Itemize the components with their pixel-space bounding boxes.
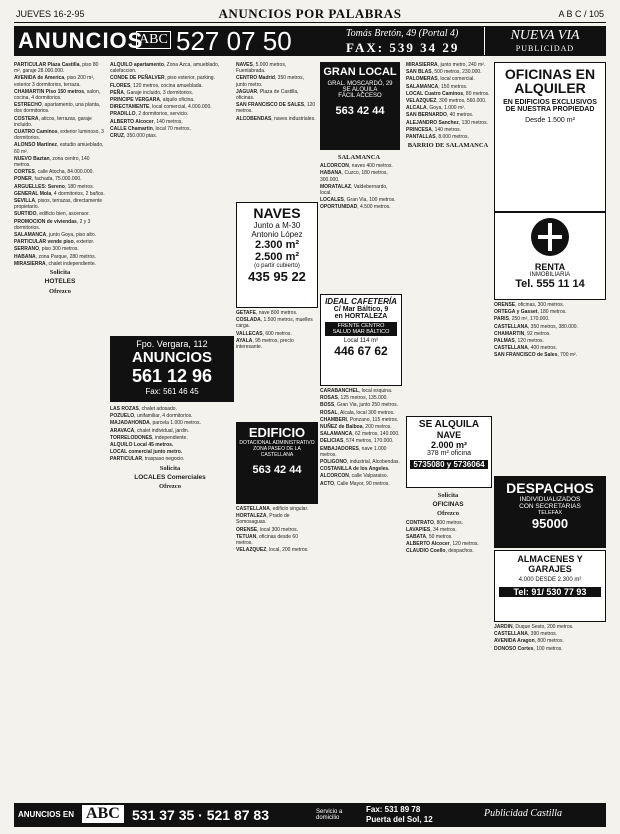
ad-cafeteria-line4: SALUD MAR BÁLTICO xyxy=(332,329,390,335)
ad-cafeteria-line1: C/ Mar Báltico, 9 xyxy=(333,306,389,313)
column-5-top xyxy=(406,62,490,422)
ad-gran-local-title: GRAN LOCAL xyxy=(323,66,397,78)
ad-despachos xyxy=(494,476,606,548)
listing-item: ALCORCON, calle Valparaiso. xyxy=(320,473,388,480)
agency-sub: PUBLICIDAD xyxy=(515,44,575,53)
listing-item: DELICIAS, 574 metros, 170.000. xyxy=(320,438,394,445)
page-header xyxy=(14,6,606,23)
ad-edificio-line2: ZONA PASEO DE LA CASTELLANA xyxy=(253,446,301,458)
listing-item: SALAMANCA, 150 metros. xyxy=(406,83,468,90)
listing-item: CHAMARTIN Piso 150 metros, salon, cocina, 4 dormitorios. xyxy=(14,88,101,102)
listing-item: HABANA, zona Parque, 280 metros. xyxy=(14,253,96,260)
listing-item: VELAZQUEZ, 300 metros, 560.000. xyxy=(406,98,487,105)
listing-item: TORRELODONES, independiente. xyxy=(110,434,188,441)
listing-item: ROSAS, 125 metros, 135.000. xyxy=(320,395,388,402)
listing-item: GETAFE, nave 800 metros. xyxy=(236,310,298,316)
ad-naves-phone: 435 95 22 xyxy=(248,269,306,284)
classifieds-banner xyxy=(14,26,606,56)
column-6b-listings xyxy=(494,624,604,652)
column-6-mid xyxy=(494,302,604,472)
ad-gran-local xyxy=(320,62,400,150)
listing-item: ORENSE, local 300 metros. xyxy=(236,526,298,533)
listing-item: CASTELLANA, 400 metros. xyxy=(494,345,558,352)
listing-item: MIRASIERRA, chalet independiente. xyxy=(14,260,96,267)
listing-item: PROMOCION de viviendas, 2 y 3 dormitorios. xyxy=(14,218,91,231)
listing-item: ALCORCON, naves 400 metros. xyxy=(320,163,393,170)
listing-item: SURTIDO, edificio bien, ascensor. xyxy=(14,211,90,218)
listing-item: MIRASIERRA, junto metro, 240 m². xyxy=(406,62,486,68)
listing-item: POLIGONO, industrial, Alcobendas. xyxy=(320,459,400,466)
ad-vergara xyxy=(110,336,234,402)
listing-item: ALEJANDRO Sanchez, 130 metros. xyxy=(406,119,488,126)
ad-almacenes-title: ALMACENES Y GARAJES xyxy=(517,554,583,574)
listing-item: PALMAS, 120 metros. xyxy=(494,338,544,345)
ad-se-alquila-line2: 2.000 m² xyxy=(430,440,468,450)
listing-item: ALCOBENDAS, naves industriales. xyxy=(236,115,316,122)
column-2-bottom xyxy=(110,406,230,796)
ad-gran-local-line1: GRAL. MOSCARDÓ, 29 xyxy=(327,81,393,87)
column-2b-listings xyxy=(110,406,230,463)
listing-item: PEÑA, Garaje incluido, 3 dormitorios. xyxy=(110,89,194,96)
ad-edificio-title: EDIFICIO xyxy=(248,425,306,440)
ad-cafeteria xyxy=(320,294,402,386)
column-4b-listings xyxy=(320,388,400,487)
section-solicita-3: Solicita xyxy=(437,492,459,499)
listing-item: CHAMARTIN, 92 metros. xyxy=(494,330,551,337)
section-hoteles: HOTELES xyxy=(44,278,76,286)
listing-item: HORTALEZA, Prado de Somosaguas. xyxy=(236,513,290,526)
ad-naves-line2: Antonio López xyxy=(251,230,303,239)
column-6-listings xyxy=(494,302,604,359)
listing-item: ARAVACA, chalet individual, jardin. xyxy=(110,427,190,434)
listing-item: PONER, fachada, 75.000.000. xyxy=(14,176,82,183)
listing-item: SAN FRANCISCO de Sales, 700 m². xyxy=(494,352,578,359)
ad-naves-line5: (o partir cubierto) xyxy=(254,263,300,269)
listing-item: CORTES, calle Atocha, 84.000.000. xyxy=(14,169,94,176)
listing-item: JARDIN, Duque Sesto, 200 metros. xyxy=(494,624,574,630)
column-3-listings xyxy=(236,62,316,122)
listing-item: VELAZQUEZ, local, 200 metros. xyxy=(236,547,309,554)
listing-item: CRUZ, 350.000 ptas. xyxy=(110,133,157,140)
footer-phones: 531 37 35 · 521 87 83 xyxy=(132,807,270,823)
ad-despachos-line3: TELEFAX xyxy=(537,510,563,516)
listing-item: SABATA, 50 metros. xyxy=(406,534,453,541)
section-ofrezco-3: Ofrezco xyxy=(437,510,459,518)
listing-item: TETUAN, oficinas desde 60 metros. xyxy=(236,533,298,547)
column-5-listings xyxy=(406,62,490,140)
listing-item: ALONSO Martinez, estudio amueblado, 60 m². xyxy=(14,142,104,155)
listing-item: SEVILLA, pisos, terrazas, directamente propietario. xyxy=(14,198,103,211)
listing-item: CENTRO Madrid, 350 metros, junto metro. xyxy=(236,75,305,88)
listing-item: ESTRECHO, apartamento, una planta, dos dormitorios. xyxy=(14,102,101,115)
listing-item: ALBERTO Alcocer, 120 metros. xyxy=(406,541,479,548)
listing-item: ALCALA, Goya, 1.000 m². xyxy=(406,105,466,112)
ad-almacenes-line1: 4.000 DESDE 2.300 m² xyxy=(518,577,582,583)
ad-se-alquila-line3: 378 m² oficina xyxy=(427,450,471,457)
column-3b-listings xyxy=(236,310,316,350)
ad-oficinas xyxy=(494,62,606,212)
ad-naves-line3: 2.300 m² xyxy=(254,239,300,251)
listing-item: MORATALAZ, Valdebernardo, local. xyxy=(320,183,388,197)
ad-se-alquila-title: SE ALQUILA xyxy=(418,419,480,430)
listing-item: ORTEGA y Gasset, 180 metros. xyxy=(494,309,567,316)
section-solicita: Solicita xyxy=(49,269,71,277)
ad-cafeteria-line3: FRENTE CENTRO xyxy=(337,323,385,329)
listing-item: BOSS, Gran Via, junto 250 metros. xyxy=(320,402,399,409)
ad-cafeteria-line2: en HORTALEZA xyxy=(334,313,388,320)
listing-item: NUÑEZ de Balboa, 200 metros. xyxy=(320,424,392,431)
listing-item: FLORES, 120 metros, cocina amueblada. xyxy=(110,82,203,89)
ad-edificio-line1: DOTACIONAL ADMINISTRATIVO xyxy=(239,440,315,446)
ad-renta-title: RENTA xyxy=(534,262,566,272)
ad-cafeteria-phone: 446 67 62 xyxy=(334,344,388,358)
listing-item: LOCAL comercial junto metro. xyxy=(110,449,183,456)
ad-despachos-price: 95000 xyxy=(531,516,569,531)
listing-item: HABANA, Cuzco, 180 metros, 300.000. xyxy=(320,170,388,183)
listing-item: ALQUILO Local 45 metros. xyxy=(110,442,174,449)
listing-item: NUEVO Baztan, zona centro, 140 metros. xyxy=(14,155,90,169)
ad-despachos-line2: CON SECRETARIAS xyxy=(519,503,581,510)
listing-item: PARTICULAR vende piso, exterior. xyxy=(14,239,95,246)
column-4-listings xyxy=(320,163,398,210)
listing-item: SALAMANCA, 62 metros, 140.000. xyxy=(320,431,400,438)
column-1 xyxy=(14,62,106,797)
footer-address: Puerta del Sol, 12 xyxy=(366,815,433,824)
ad-oficinas-line2: Desde 1.500 m² xyxy=(525,117,575,124)
ad-se-alquila-phone: 5735080 y 5736064 xyxy=(410,460,488,469)
listing-item: CLAUDIO Coello, despachos. xyxy=(406,548,474,555)
section-ofrezco-2: Ofrezco xyxy=(159,483,181,491)
column-1-listings xyxy=(14,62,106,267)
listing-item: CALLE Chamartin, local 70 metros. xyxy=(110,125,191,132)
ad-renta-phone: Tel. 555 11 14 xyxy=(515,278,585,290)
listing-item: COSLADA, 1.500 metros, muelles carga. xyxy=(236,317,313,330)
column-3-top xyxy=(236,62,316,192)
listing-item: PARTICULAR Plaza Castilla, piso 80 m², garaje 28.000.000. xyxy=(14,62,99,75)
ad-renta-line1: INMOBILIARIA xyxy=(529,272,571,278)
ad-cafeteria-line5: Local 114 m² xyxy=(343,338,379,344)
section-salamanca: SALAMANCA xyxy=(337,154,381,161)
listing-item: LAS ROZAS, chalet adosado. xyxy=(110,406,177,412)
ad-vergara-fax: Fax: 561 46 45 xyxy=(145,387,199,396)
footer-service: Servicio a domicilio xyxy=(316,809,343,821)
listing-item: ORENSE, oficinas, 300 metros. xyxy=(494,302,565,308)
listing-item: ACTO, Calle Mayor, 90 metros. xyxy=(320,480,390,487)
ad-renta xyxy=(494,212,606,300)
listing-item: PARTICULAR, traspaso negocio. xyxy=(110,456,185,463)
listing-item: PRADILLO, 2 dormitorios, servicio. xyxy=(110,111,189,118)
column-5b-listings xyxy=(406,520,490,555)
listing-item: CONTRATO, 800 metros. xyxy=(406,519,464,526)
listing-item: SAN BERNARDO, 40 metros. xyxy=(406,112,474,119)
listing-item: ALBERTO Alcocer, 140 metros. xyxy=(110,118,183,125)
listing-item: GENERAL Mola, 4 dormitorios, 2 baños. xyxy=(14,190,105,197)
footer-agency: Publicidad Castilla xyxy=(484,808,563,819)
banner-phone: 527 07 50 xyxy=(176,26,292,56)
agency-name: NUEVA VIA xyxy=(510,28,580,43)
ad-almacenes-phone: Tel: 91/ 530 77 93 xyxy=(499,587,601,597)
ad-gran-local-phone: 563 42 44 xyxy=(335,105,385,117)
ad-almacenes xyxy=(494,550,606,622)
listing-item: PANTALLAS, 8.000 metros. xyxy=(406,134,469,141)
listing-item: JAGUAR, Plaza de Castilla, oficinas. xyxy=(236,88,299,102)
ad-se-alquila-line1: NAVE xyxy=(436,430,462,440)
banner-address: Tomás Bretón, 49 (Portal 4) xyxy=(346,28,459,39)
section-ofrezco: Ofrezco xyxy=(49,287,71,295)
listing-item: VALLECAS, 600 metros. xyxy=(236,330,292,337)
listing-item: CASTELLANA, edificio singular. xyxy=(236,506,309,512)
ad-vergara-title: Fpo. Vergara, 112 xyxy=(136,339,208,349)
ad-naves-line1: Junto a M-30 xyxy=(253,221,301,230)
footer-brand: ABC xyxy=(82,805,124,823)
listing-item: AVENIDA de America, piso 200 m², exterior 3 dormitorios, terraza. xyxy=(14,75,95,88)
banner-fax: FAX: 539 34 29 xyxy=(346,40,460,55)
column-4-top xyxy=(320,152,398,292)
ad-oficinas-title: OFICINAS EN ALQUILER xyxy=(504,66,596,96)
column-4-bottom xyxy=(320,388,400,796)
ad-naves-title: NAVES xyxy=(253,205,301,221)
listing-item: PRINCESA, 140 metros. xyxy=(406,126,462,133)
listing-item: LAVAPIES, 34 metros. xyxy=(406,526,457,533)
listing-item: CASTELLANA, 350 metros, 380.000. xyxy=(494,323,578,330)
listing-item: COSTANILLA de los Angeles. xyxy=(320,466,390,473)
ad-vergara-word: ANUNCIOS xyxy=(131,349,212,366)
section-barrio: BARRIO DE SALAMANCA xyxy=(407,142,489,150)
section-locales: LOCALES Comerciales xyxy=(134,473,206,481)
column-2-top xyxy=(110,62,230,312)
column-6-bottom xyxy=(494,624,604,796)
listing-item: LOCAL Cuatro Caminos, 80 metros. xyxy=(406,90,490,97)
listing-item: SAN FRANCISCO DE SALES, 120 metros. xyxy=(236,102,316,115)
listing-item: DONOSO Cortes, 100 metros. xyxy=(494,645,563,652)
ad-despachos-title: DESPACHOS xyxy=(506,480,594,496)
listing-item: ARGUELLES: Sereno, 180 metros. xyxy=(14,183,95,190)
listing-item: ROSAL, Alcala, local 300 metros. xyxy=(320,409,395,416)
listing-item: COSTERA, aticos, terrazas, garaje incluido. xyxy=(14,115,92,128)
ad-gran-local-line3: FÁCIL ACCESO xyxy=(338,93,382,99)
listing-item: SERRANO, piso 300 metros. xyxy=(14,246,79,253)
ad-edificio-phone: 563 42 44 xyxy=(252,464,302,476)
banner-brand: ABC xyxy=(136,31,171,49)
page-reference: A B C / 105 xyxy=(558,9,604,19)
section-oficinas: OFICINAS xyxy=(432,501,464,509)
listing-item: OPORTUNIDAD, 4.500 metros. xyxy=(320,204,391,211)
listing-item: MAJADAHONDA, parcela 1.000 metros. xyxy=(110,420,201,427)
ad-gran-local-line2: SE ALQUILA xyxy=(342,87,378,93)
column-3-mid xyxy=(236,310,316,420)
listing-item: ALQUILO apartamento, Zona Azca, amueblado, calefaccion. xyxy=(110,62,220,75)
listing-item: CONDE DE PEÑALVER, piso exterior, parking. xyxy=(110,75,215,82)
listing-item: CHAMBERI, Ponzano, 115 metros. xyxy=(320,416,399,423)
section-solicita-2: Solicita xyxy=(159,464,181,472)
ad-vergara-phone: 561 12 96 xyxy=(131,366,213,386)
column-3-bottom xyxy=(236,506,316,796)
listing-item: EMBAJADORES, nave 1.000 metros. xyxy=(320,445,387,458)
ad-despachos-line1: INDIVIDUALIZADOS xyxy=(519,496,581,503)
column-2-listings xyxy=(110,62,230,139)
renta-logo-icon xyxy=(530,217,570,257)
listing-item: AYALA, 95 metros, precio interesante. xyxy=(236,337,294,351)
footer-label: ANUNCIOS EN xyxy=(18,810,75,819)
footer-fax: Fax: 531 89 78 xyxy=(366,805,421,814)
listing-item: CASTELLANA, 390 metros. xyxy=(494,631,558,638)
listing-item: SALAMANCA, junto Goya, piso alto. xyxy=(14,232,96,239)
listing-item: PARIS, 250 m², 170.000. xyxy=(494,316,550,323)
banner-word: ANUNCIOS xyxy=(18,28,144,53)
ad-naves xyxy=(236,202,318,308)
listing-item: POZUELO, unifamiliar, 4 dormitorios. xyxy=(110,413,193,420)
newspaper-page xyxy=(14,6,606,828)
ad-se-alquila xyxy=(406,416,492,488)
column-5-bottom xyxy=(406,490,490,796)
ad-edificio xyxy=(236,422,318,504)
agency-logo xyxy=(484,27,605,55)
section-title: ANUNCIOS POR PALABRAS xyxy=(218,6,402,21)
listing-item: SAN BLAS, 500 metros, 230.000. xyxy=(406,69,482,76)
column-3c-listings xyxy=(236,506,316,553)
listing-item: CUATRO Caminos, exterior luminoso, 3 dormitorios. xyxy=(14,129,104,142)
ad-naves-line4: 2.500 m² xyxy=(254,251,300,263)
issue-date: JUEVES 16-2-95 xyxy=(16,9,85,19)
listing-item: NAVES, 5.000 metros, Fuenlabrada. xyxy=(236,62,287,75)
footer-banner xyxy=(14,803,606,827)
ad-oficinas-line1: EN EDIFICIOS EXCLUSIVOS DE NUESTRA PROPIEDAD xyxy=(503,99,597,113)
listing-item: CARABANCHEL, local esquina. xyxy=(320,388,393,394)
listing-item: AVENIDA Aragon, 800 metros. xyxy=(494,638,564,645)
listing-item: PRINCIPE VERGARA, alquilo oficina. xyxy=(110,97,195,104)
listing-item: DIRECTAMENTE, local comercial, 4.000.000. xyxy=(110,104,212,111)
listing-item: LOCALES, Gran Via, 100 metros. xyxy=(320,197,396,204)
listing-item: PALOMERAS, local comercial. xyxy=(406,76,475,83)
ad-cafeteria-title: IDEAL CAFETERÍA xyxy=(325,297,397,306)
